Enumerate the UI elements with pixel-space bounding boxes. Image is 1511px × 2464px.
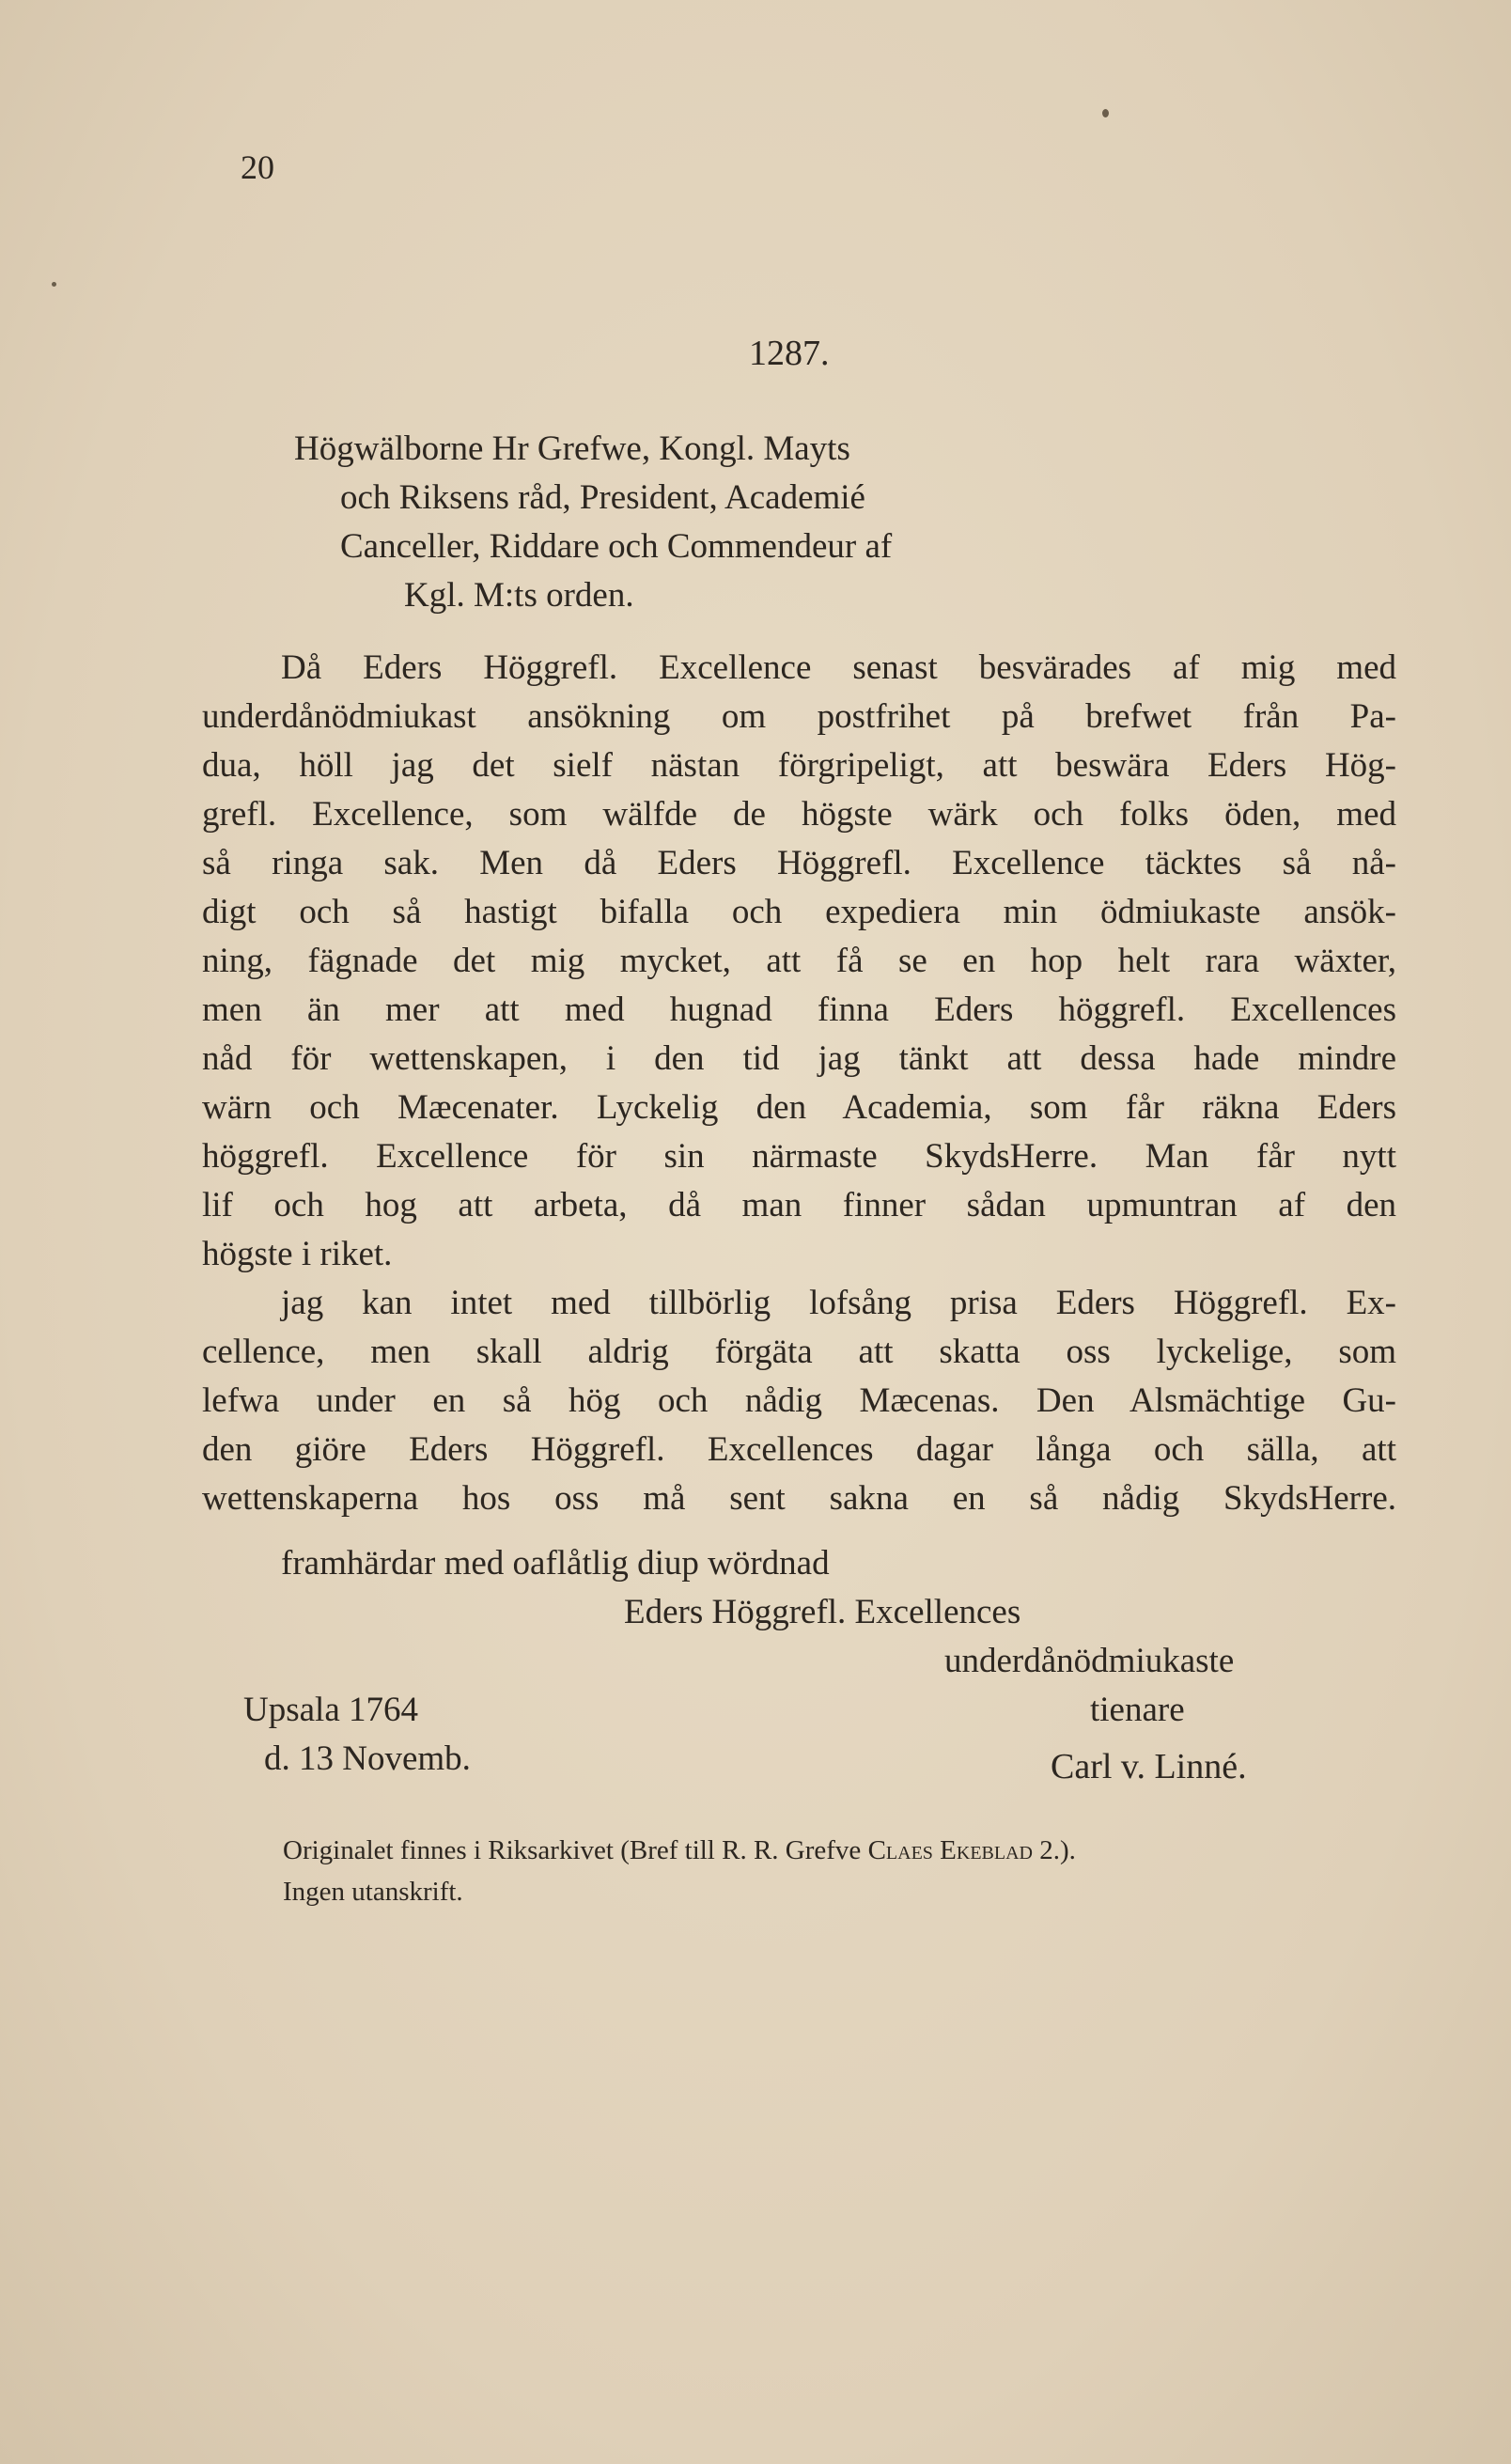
body-line: högste i riket. — [202, 1235, 393, 1273]
body-line: höggrefl. Excellence för sin närmaste SkydsHerre. Man får nytt — [202, 1137, 1396, 1176]
body-line: wärn och Mæcenater. Lyckelig den Academia, som får räkna Eders — [202, 1088, 1396, 1127]
body-line: cellence, men skall aldrig förgäta att skatta oss lyckelige, som — [202, 1333, 1396, 1371]
closing-line: tienare — [1090, 1691, 1185, 1729]
body-line: lif och hog att arbeta, då man finner sådan upmuntran af den — [202, 1186, 1396, 1224]
body-line: digt och så hastigt bifalla och expediera min ödmiukaste ansök- — [202, 893, 1396, 931]
address-line: Kgl. M:ts orden. — [404, 576, 634, 615]
footnote-name: Claes — [867, 1835, 933, 1865]
body-line: nåd för wettenskapen, i den tid jag tänkt att dessa hade mindre — [202, 1039, 1396, 1078]
signature: Carl v. Linné. — [1051, 1747, 1247, 1786]
body-line: dua, höll jag det sielf nästan förgripeligt, att beswära Eders Hög- — [202, 746, 1396, 785]
body-line: så ringa sak. Men då Eders Höggrefl. Excellence täcktes så nå- — [202, 844, 1396, 882]
closing-line: underdånödmiukaste — [944, 1642, 1235, 1680]
body-line: den giöre Eders Höggrefl. Excellences dagar långa och sälla, att — [202, 1430, 1396, 1469]
address-line: och Riksens råd, President, Academié — [340, 478, 865, 517]
footnote-text: 2.). — [1032, 1835, 1076, 1865]
ink-speck — [52, 282, 56, 287]
page-number: 20 — [241, 148, 274, 186]
footnote-line-1 — [283, 1830, 1076, 1871]
body-line: underdånödmiukast ansökning om postfrihet på brefwet från Pa- — [202, 697, 1396, 736]
body-line: wettenskaperna hos oss må sent sakna en så nådig SkydsHerre. — [202, 1479, 1396, 1518]
date-line: d. 13 Novemb. — [264, 1739, 471, 1778]
address-line: Högwälborne Hr Grefwe, Kongl. Mayts — [294, 429, 850, 468]
footnote-text: Originalet finnes i Riksarkivet (Bref till R. R. Grefve — [283, 1835, 868, 1865]
body-line: framhärdar med oaflåtlig diup wördnad — [281, 1544, 830, 1583]
ink-speck — [1102, 109, 1109, 117]
letter-number: 1287. — [749, 334, 830, 373]
footnote-line-2: Ingen utanskrift. — [283, 1877, 463, 1907]
body-line: Då Eders Höggrefl. Excellence senast besvärades af mig med — [281, 648, 1396, 687]
body-line: lefwa under en så hög och nådig Mæcenas. Den Alsmächtige Gu- — [202, 1381, 1396, 1420]
body-line: ning, fägnade det mig mycket, att få se en hop helt rara wäxter, — [202, 942, 1396, 980]
address-line: Canceller, Riddare och Commendeur af — [340, 527, 893, 566]
body-line: jag kan intet med tillbörlig lofsång prisa Eders Höggrefl. Ex- — [281, 1284, 1396, 1322]
body-line: grefl. Excellence, som wälfde de högste wärk och folks öden, med — [202, 795, 1396, 834]
body-line: men än mer att med hugnad finna Eders höggrefl. Excellences — [202, 990, 1396, 1029]
place-line: Upsala 1764 — [243, 1691, 418, 1729]
closing-line: Eders Höggrefl. Excellences — [624, 1593, 1021, 1631]
footnote-name: Ekeblad — [940, 1835, 1033, 1865]
